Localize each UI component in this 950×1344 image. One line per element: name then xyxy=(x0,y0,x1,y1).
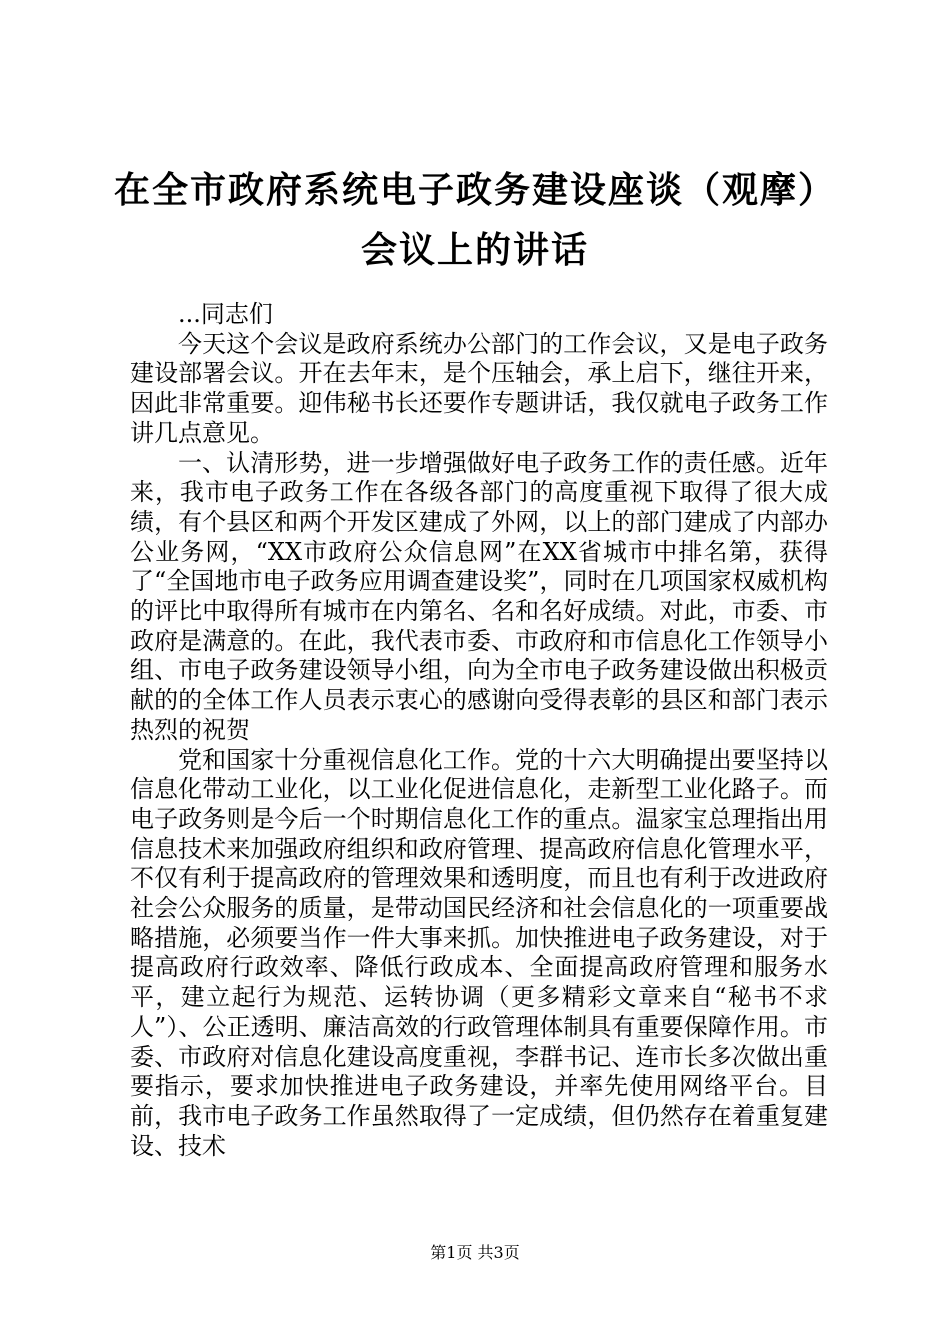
page-footer: 第1页 共3页 xyxy=(430,1243,520,1262)
paragraph-3: 党和国家十分重视信息化工作。党的十六大明确提出要坚持以信息化带动工业化，以工业化促进信息化，走新型工业化路子。而电子政务则是今后一个时期信息化工作的重点。温家宝总理指出用信息技术来加强政府组织和政府管理、提高政府信息化管理水平，不仅有利于提高政府的管理效果和透明度，而且也有利于改进政府社会公众服务的质量，是带动国民经济和社会信息化的一项重要战略措施，必须要当作一件大事来抓。加快推进电子政务建设，对于提高政府行政效率、降低行政成本、全面提高政府管理和服务水平，建立起行为规范、运转协调（更多精彩文章来自“秘书不求人”）、公正透明、廉洁高效的行政管理体制具有重要保障作用。市委、市政府对信息化建设高度重视，李群书记、连市长多次做出重要指示，要求加快推进电子政务建设，并率先使用网络平台。目前，我市电子政务工作虽然取得了一定成绩，但仍然存在着重复建设、技术 xyxy=(130,745,828,1160)
document-body xyxy=(130,300,828,1161)
paragraph-1: 今天这个会议是政府系统办公部门的工作会议，又是电子政务建设部署会议。开在去年末，是个压轴会，承上启下，继往开来，因此非常重要。迎伟秘书长还要作专题讲话，我仅就电子政务工作讲几点意见。 xyxy=(130,329,828,447)
document-title: 在全市政府系统电子政务建设座谈（观摩）会议上的讲话 xyxy=(113,169,836,271)
greeting: ...同志们 xyxy=(178,300,273,328)
paragraph-2: 一、认清形势，进一步增强做好电子政务工作的责任感。近年来，我市电子政务工作在各级各部门的高度重视下取得了很大成绩，有个县区和两个开发区建成了外网，以上的部门建成了内部办公业务网，“XX市政府公众信息网”在XX省城市中排名第，获得了“全国地市电子政务应用调查建设奖”，同时在几项国家权威机构的评比中取得所有城市在内第名、名和名好成绩。对此，市委、市政府是满意的。在此，我代表市委、市政府和市信息化工作领导小组、市电子政务建设领导小组，向为全市电子政务建设做出积极贡献的的全体工作人员表示衷心的感谢向受得表彰的县区和部门表示热烈的祝贺 xyxy=(130,448,828,744)
